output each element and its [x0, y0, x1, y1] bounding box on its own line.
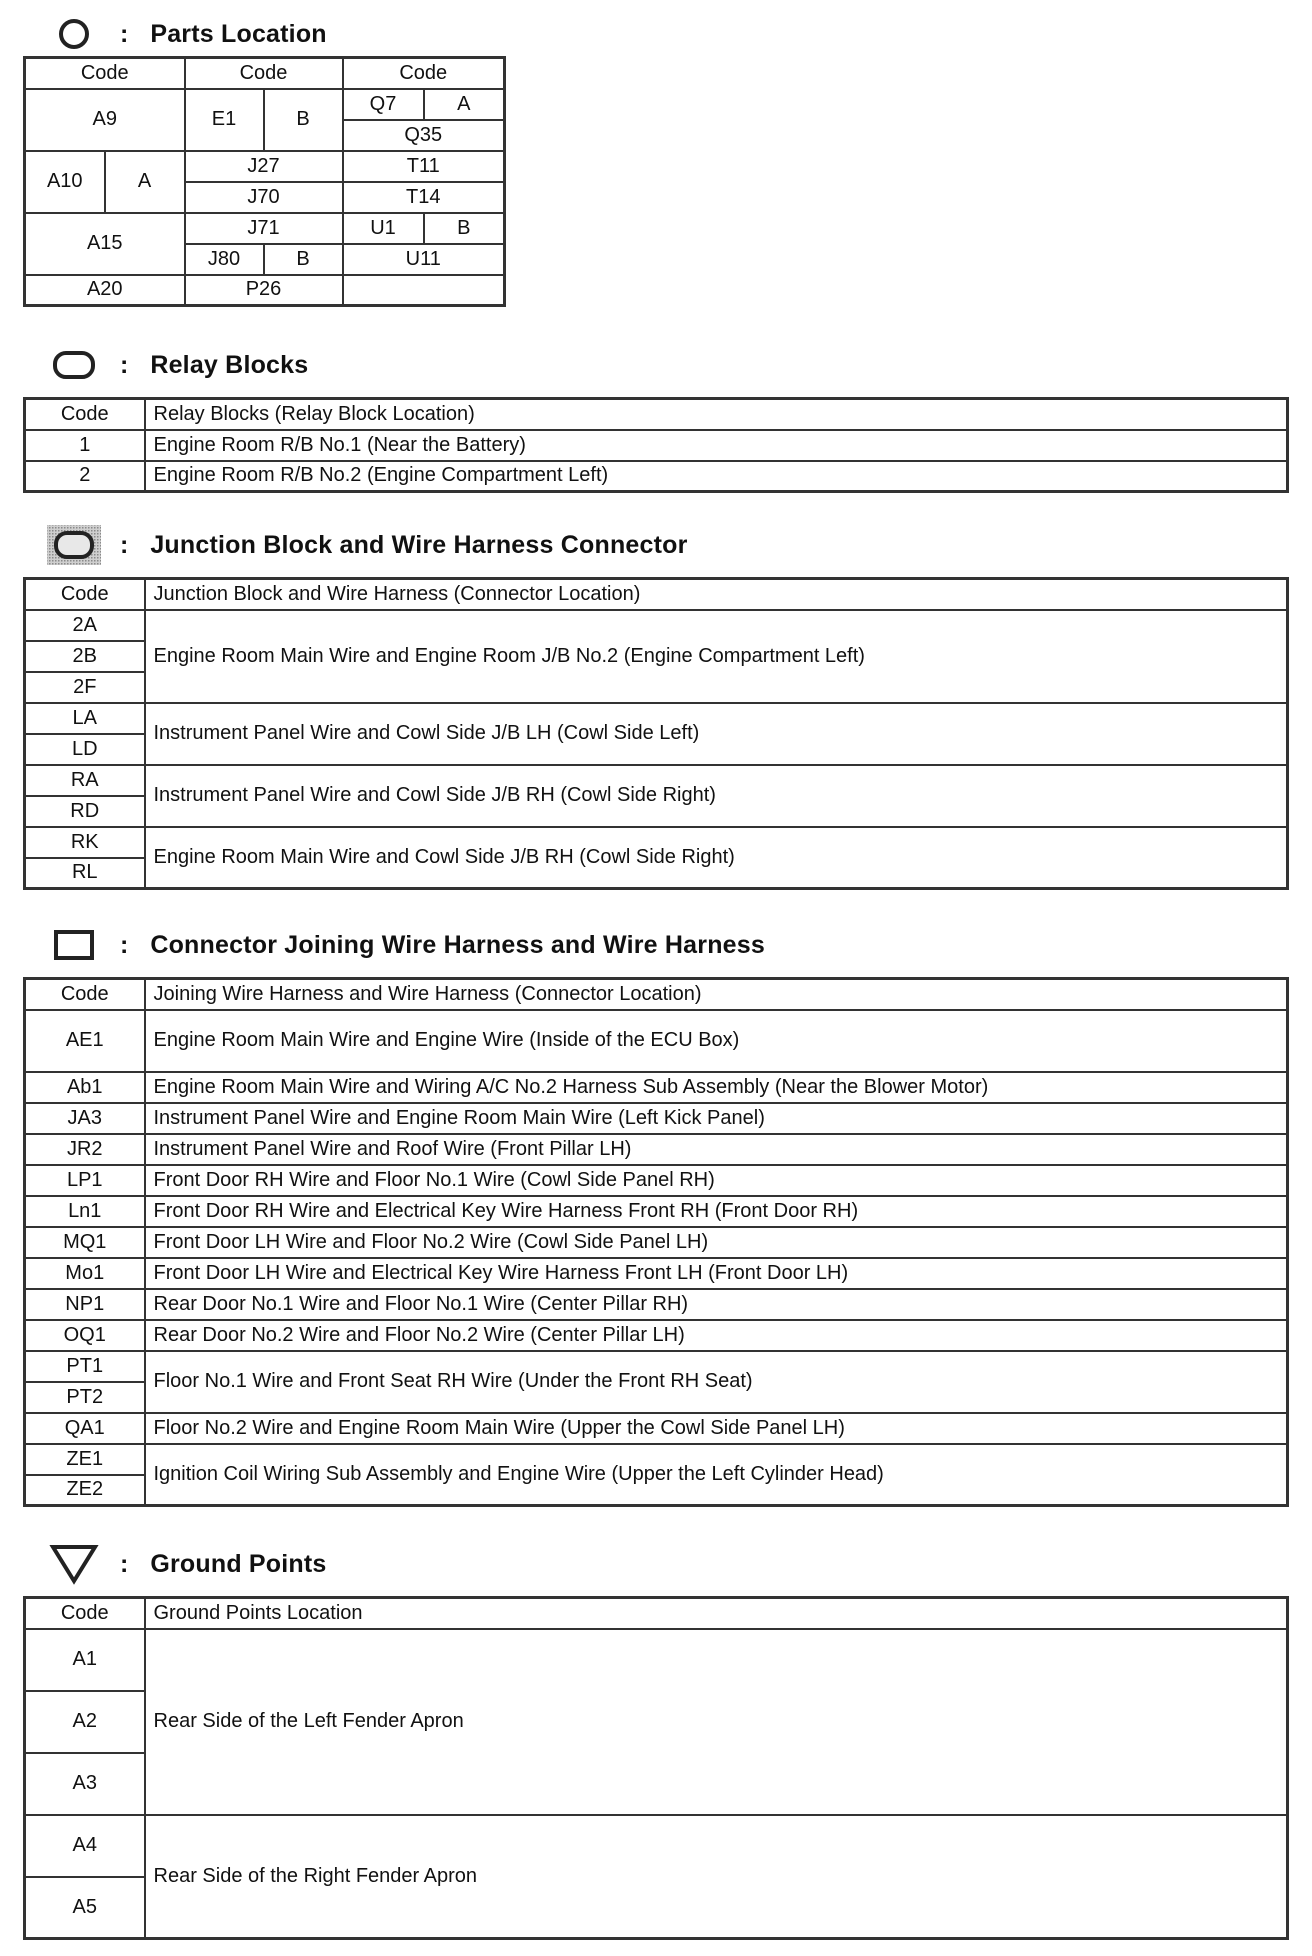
relay-blocks-heading	[44, 345, 308, 385]
ground-code: A4	[25, 1815, 145, 1877]
connectors-heading	[44, 925, 765, 965]
header-code: Code	[25, 58, 185, 89]
connector-code: ZE2	[25, 1475, 145, 1506]
jb-description: Engine Room Main Wire and Engine Room J/B No.2 (Engine Compartment Left)	[145, 610, 1288, 703]
part-code-u11: U11	[343, 244, 505, 275]
header-code: Code	[25, 1598, 145, 1629]
relay-blocks-title: Relay Blocks	[150, 350, 309, 379]
header-description: Ground Points Location	[145, 1598, 1288, 1629]
part-code-j27: J27	[185, 151, 343, 182]
part-code-q7: Q7	[343, 89, 424, 120]
connector-description: Front Door RH Wire and Floor No.1 Wire (Cowl Side Panel RH)	[145, 1165, 1288, 1196]
connector-code: Ab1	[25, 1072, 145, 1103]
part-code-j70: J70	[185, 182, 343, 213]
jb-code: 2F	[25, 672, 145, 703]
heading-colon: :	[120, 930, 129, 959]
connector-description: Front Door RH Wire and Electrical Key Wire Harness Front RH (Front Door RH)	[145, 1196, 1288, 1227]
triangle-down-icon	[44, 1544, 104, 1584]
connector-description: Floor No.2 Wire and Engine Room Main Wire (Upper the Cowl Side Panel LH)	[145, 1413, 1288, 1444]
header-code: Code	[343, 58, 505, 89]
part-code-a10: A10	[25, 151, 105, 213]
connector-description: Engine Room Main Wire and Wiring A/C No.2 Harness Sub Assembly (Near the Blower Motor)	[145, 1072, 1288, 1103]
junction-blocks-title: Junction Block and Wire Harness Connector	[150, 530, 688, 559]
connector-description: Front Door LH Wire and Floor No.2 Wire (Cowl Side Panel LH)	[145, 1227, 1288, 1258]
connector-code: PT2	[25, 1382, 145, 1413]
square-icon	[44, 925, 104, 965]
ground-points-table	[23, 1596, 1289, 1940]
connector-code: Mo1	[25, 1258, 145, 1289]
relay-code: 2	[25, 461, 145, 492]
part-sub-b: B	[424, 213, 505, 244]
relay-code: 1	[25, 430, 145, 461]
connector-code: JR2	[25, 1134, 145, 1165]
connector-description: Ignition Coil Wiring Sub Assembly and Engine Wire (Upper the Left Cylinder Head)	[145, 1444, 1288, 1506]
jb-code: RK	[25, 827, 145, 858]
header-code: Code	[185, 58, 343, 89]
connector-description: Front Door LH Wire and Electrical Key Wire Harness Front LH (Front Door LH)	[145, 1258, 1288, 1289]
part-code-a20: A20	[25, 275, 185, 306]
jb-code: 2B	[25, 641, 145, 672]
empty-cell	[343, 275, 505, 306]
part-code-j80: J80	[185, 244, 264, 275]
part-code-t11: T11	[343, 151, 505, 182]
connector-code: Ln1	[25, 1196, 145, 1227]
connector-description: Engine Room Main Wire and Engine Wire (Inside of the ECU Box)	[145, 1010, 1288, 1072]
connector-code: MQ1	[25, 1227, 145, 1258]
relay-description: Engine Room R/B No.1 (Near the Battery)	[145, 430, 1288, 461]
shaded-rounded-rect-icon	[44, 525, 104, 565]
connectors-title: Connector Joining Wire Harness and Wire Harness	[150, 930, 765, 959]
part-code-t14: T14	[343, 182, 505, 213]
header-description: Relay Blocks (Relay Block Location)	[145, 399, 1288, 430]
part-sub-a: A	[424, 89, 505, 120]
connector-code: LP1	[25, 1165, 145, 1196]
part-code-e1: E1	[185, 89, 264, 151]
connector-code: AE1	[25, 1010, 145, 1072]
connector-description: Rear Door No.1 Wire and Floor No.1 Wire (Center Pillar RH)	[145, 1289, 1288, 1320]
part-code-u1: U1	[343, 213, 424, 244]
heading-colon: :	[120, 1549, 129, 1578]
part-code-j71: J71	[185, 213, 343, 244]
jb-description: Instrument Panel Wire and Cowl Side J/B RH (Cowl Side Right)	[145, 765, 1288, 827]
header-description: Junction Block and Wire Harness (Connector Location)	[145, 579, 1288, 610]
connector-description: Instrument Panel Wire and Engine Room Main Wire (Left Kick Panel)	[145, 1103, 1288, 1134]
jb-code: RA	[25, 765, 145, 796]
parts-location-table	[23, 56, 506, 307]
rounded-rect-icon	[44, 345, 104, 385]
ground-description: Rear Side of the Left Fender Apron	[145, 1629, 1288, 1815]
jb-code: RL	[25, 858, 145, 889]
part-sub-b: B	[264, 244, 343, 275]
ground-code: A1	[25, 1629, 145, 1691]
connector-code: JA3	[25, 1103, 145, 1134]
part-code-p26: P26	[185, 275, 343, 306]
connector-code: OQ1	[25, 1320, 145, 1351]
jb-code: LA	[25, 703, 145, 734]
junction-blocks-heading	[44, 525, 688, 565]
part-code-a15: A15	[25, 213, 185, 275]
ground-points-title: Ground Points	[150, 1549, 327, 1578]
heading-colon: :	[120, 350, 129, 379]
ground-code: A5	[25, 1877, 145, 1939]
ground-code: A2	[25, 1691, 145, 1753]
jb-code: LD	[25, 734, 145, 765]
part-code-q35: Q35	[343, 120, 505, 151]
connector-code: PT1	[25, 1351, 145, 1382]
connector-code: QA1	[25, 1413, 145, 1444]
ground-description: Rear Side of the Right Fender Apron	[145, 1815, 1288, 1939]
jb-description: Engine Room Main Wire and Cowl Side J/B RH (Cowl Side Right)	[145, 827, 1288, 889]
ground-code: A3	[25, 1753, 145, 1815]
connectors-table	[23, 977, 1289, 1507]
junction-blocks-table	[23, 577, 1289, 890]
jb-code: 2A	[25, 610, 145, 641]
connector-description: Rear Door No.2 Wire and Floor No.2 Wire (Center Pillar LH)	[145, 1320, 1288, 1351]
jb-code: RD	[25, 796, 145, 827]
header-code: Code	[25, 399, 145, 430]
header-description: Joining Wire Harness and Wire Harness (Connector Location)	[145, 979, 1288, 1010]
parts-location-heading	[44, 14, 327, 54]
connector-description: Floor No.1 Wire and Front Seat RH Wire (Under the Front RH Seat)	[145, 1351, 1288, 1413]
connector-description: Instrument Panel Wire and Roof Wire (Front Pillar LH)	[145, 1134, 1288, 1165]
heading-colon: :	[120, 19, 129, 48]
relay-blocks-table	[23, 397, 1289, 493]
header-code: Code	[25, 579, 145, 610]
ground-points-heading	[44, 1544, 327, 1584]
jb-description: Instrument Panel Wire and Cowl Side J/B LH (Cowl Side Left)	[145, 703, 1288, 765]
relay-description: Engine Room R/B No.2 (Engine Compartment Left)	[145, 461, 1288, 492]
parts-location-title: Parts Location	[150, 19, 327, 48]
heading-colon: :	[120, 530, 129, 559]
part-code-a9: A9	[25, 89, 185, 151]
header-code: Code	[25, 979, 145, 1010]
part-sub-a: A	[105, 151, 185, 213]
connector-code: NP1	[25, 1289, 145, 1320]
circle-icon	[44, 14, 104, 54]
connector-code: ZE1	[25, 1444, 145, 1475]
part-sub-b: B	[264, 89, 343, 151]
